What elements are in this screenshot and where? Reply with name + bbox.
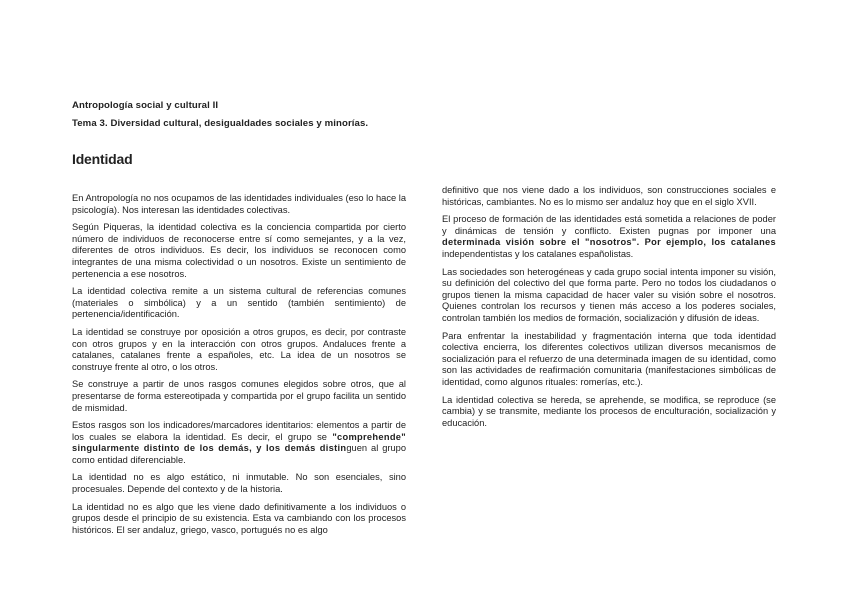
paragraph: Para enfrentar la inestabilidad y fragmentación interna que toda identidad colectiva encierra, los diferentes colectivos utilizan diversos mecanismos de socialización para el refuerzo de una determinada imagen de su identidad, como son las actividades de reafirmación comunitaria (manifestaciones simbólicas de identidad, como algunos rituales: romerías, etc.). [442, 330, 776, 387]
right-column [442, 185, 776, 435]
paragraph: Según Piqueras, la identidad colectiva es la conciencia compartida por cierto número de individuos de reconocerse entre sí como semejantes, y a la vez, diferentes de otros individuos. Es decir, los individuos se reconocen como integrantes de una misma colectividad o un nosotros. Existe un sentimiento de pertenencia a ese nosotros. [72, 222, 406, 279]
paragraph [442, 214, 776, 260]
paragraph [72, 420, 406, 466]
paragraph: La identidad no es algo estático, ni inmutable. No son esenciales, sino procesuales. Depende del contexto y de la historia. [72, 472, 406, 495]
paragraph: Las sociedades son heterogéneas y cada grupo social intenta imponer su visión, su definición del colectivo del que forma parte. Pero no todos los ciudadanos o grupos tienen la misma capacidad de hacer valer su visión sobre el nosotros. Quienes controlan los recursos y tienen más acceso a los poderes sociales, controlan también los medios de formación, socialización y difusión de ideas. [442, 266, 776, 323]
paragraph: La identidad colectiva remite a un sistema cultural de referencias comunes (materiales o simbólica) y a un sentido (también sentimiento) de pertenencia/identificación. [72, 286, 406, 320]
paragraph-text: El proceso de formación de las identidades está sometida a relaciones de poder y dinámicas de tensión y conflicto. Existen pugnas por imponer una [442, 214, 776, 236]
left-column [72, 193, 406, 542]
bold-phrase: determinada visión sobre el "nosotros". Por ejemplo, los catalanes [442, 237, 776, 248]
bold-phrase: "comprehende" singularmente distinto de los demás, y los demás distin [72, 431, 406, 454]
topic-title: Tema 3. Diversidad cultural, desigualdades sociales y minorías. [72, 118, 369, 129]
paragraph: La identidad colectiva se hereda, se aprehende, se modifica, se reproduce (se cambia) y se transmite, mediante los procesos de enculturación, socialización y educación. [442, 394, 776, 428]
paragraph: Se construye a partir de unos rasgos comunes elegidos sobre otros, que al presentarse de forma estereotipada y compartida por el grupo facilita un sentido de mismidad. [72, 379, 406, 413]
paragraph: La identidad no es algo que les viene dado definitivamente a los individuos o grupos desde el principio de su existencia. Esta va cambiando con los procesos históricos. El ser andaluz, griego, vasco, portugués no es algo [72, 501, 406, 535]
course-title: Antropología social y cultural II [72, 100, 219, 111]
paragraph-text: guen al grupo como entidad diferenciable. [72, 443, 406, 465]
paragraph: La identidad se construye por oposición a otros grupos, es decir, por contraste con otros grupos y en la interacción con otros grupos. Andaluces frente a catalanes, catalanes frente a españoles, etc. La idea de un nosotros se construye frente al otro, o los otros. [72, 326, 406, 372]
document-header [72, 99, 368, 130]
paragraph-text: independentistas y los catalanes españolistas. [442, 248, 634, 259]
paragraph: En Antropología no nos ocupamos de las identidades individuales (eso lo hace la psicología). Nos interesan las identidades colectivas. [72, 193, 406, 215]
paragraph: definitivo que nos viene dado a los individuos, son construcciones sociales e históricas, cambiantes. No es lo mismo ser andaluz hoy que en el siglo XVII. [442, 185, 776, 207]
paragraph-text: Estos rasgos son los indicadores/marcadores identitarios: elementos a partir de los cuales se elabora la identidad. Es decir, el grupo se [72, 420, 406, 442]
section-heading: Identidad [72, 151, 133, 167]
